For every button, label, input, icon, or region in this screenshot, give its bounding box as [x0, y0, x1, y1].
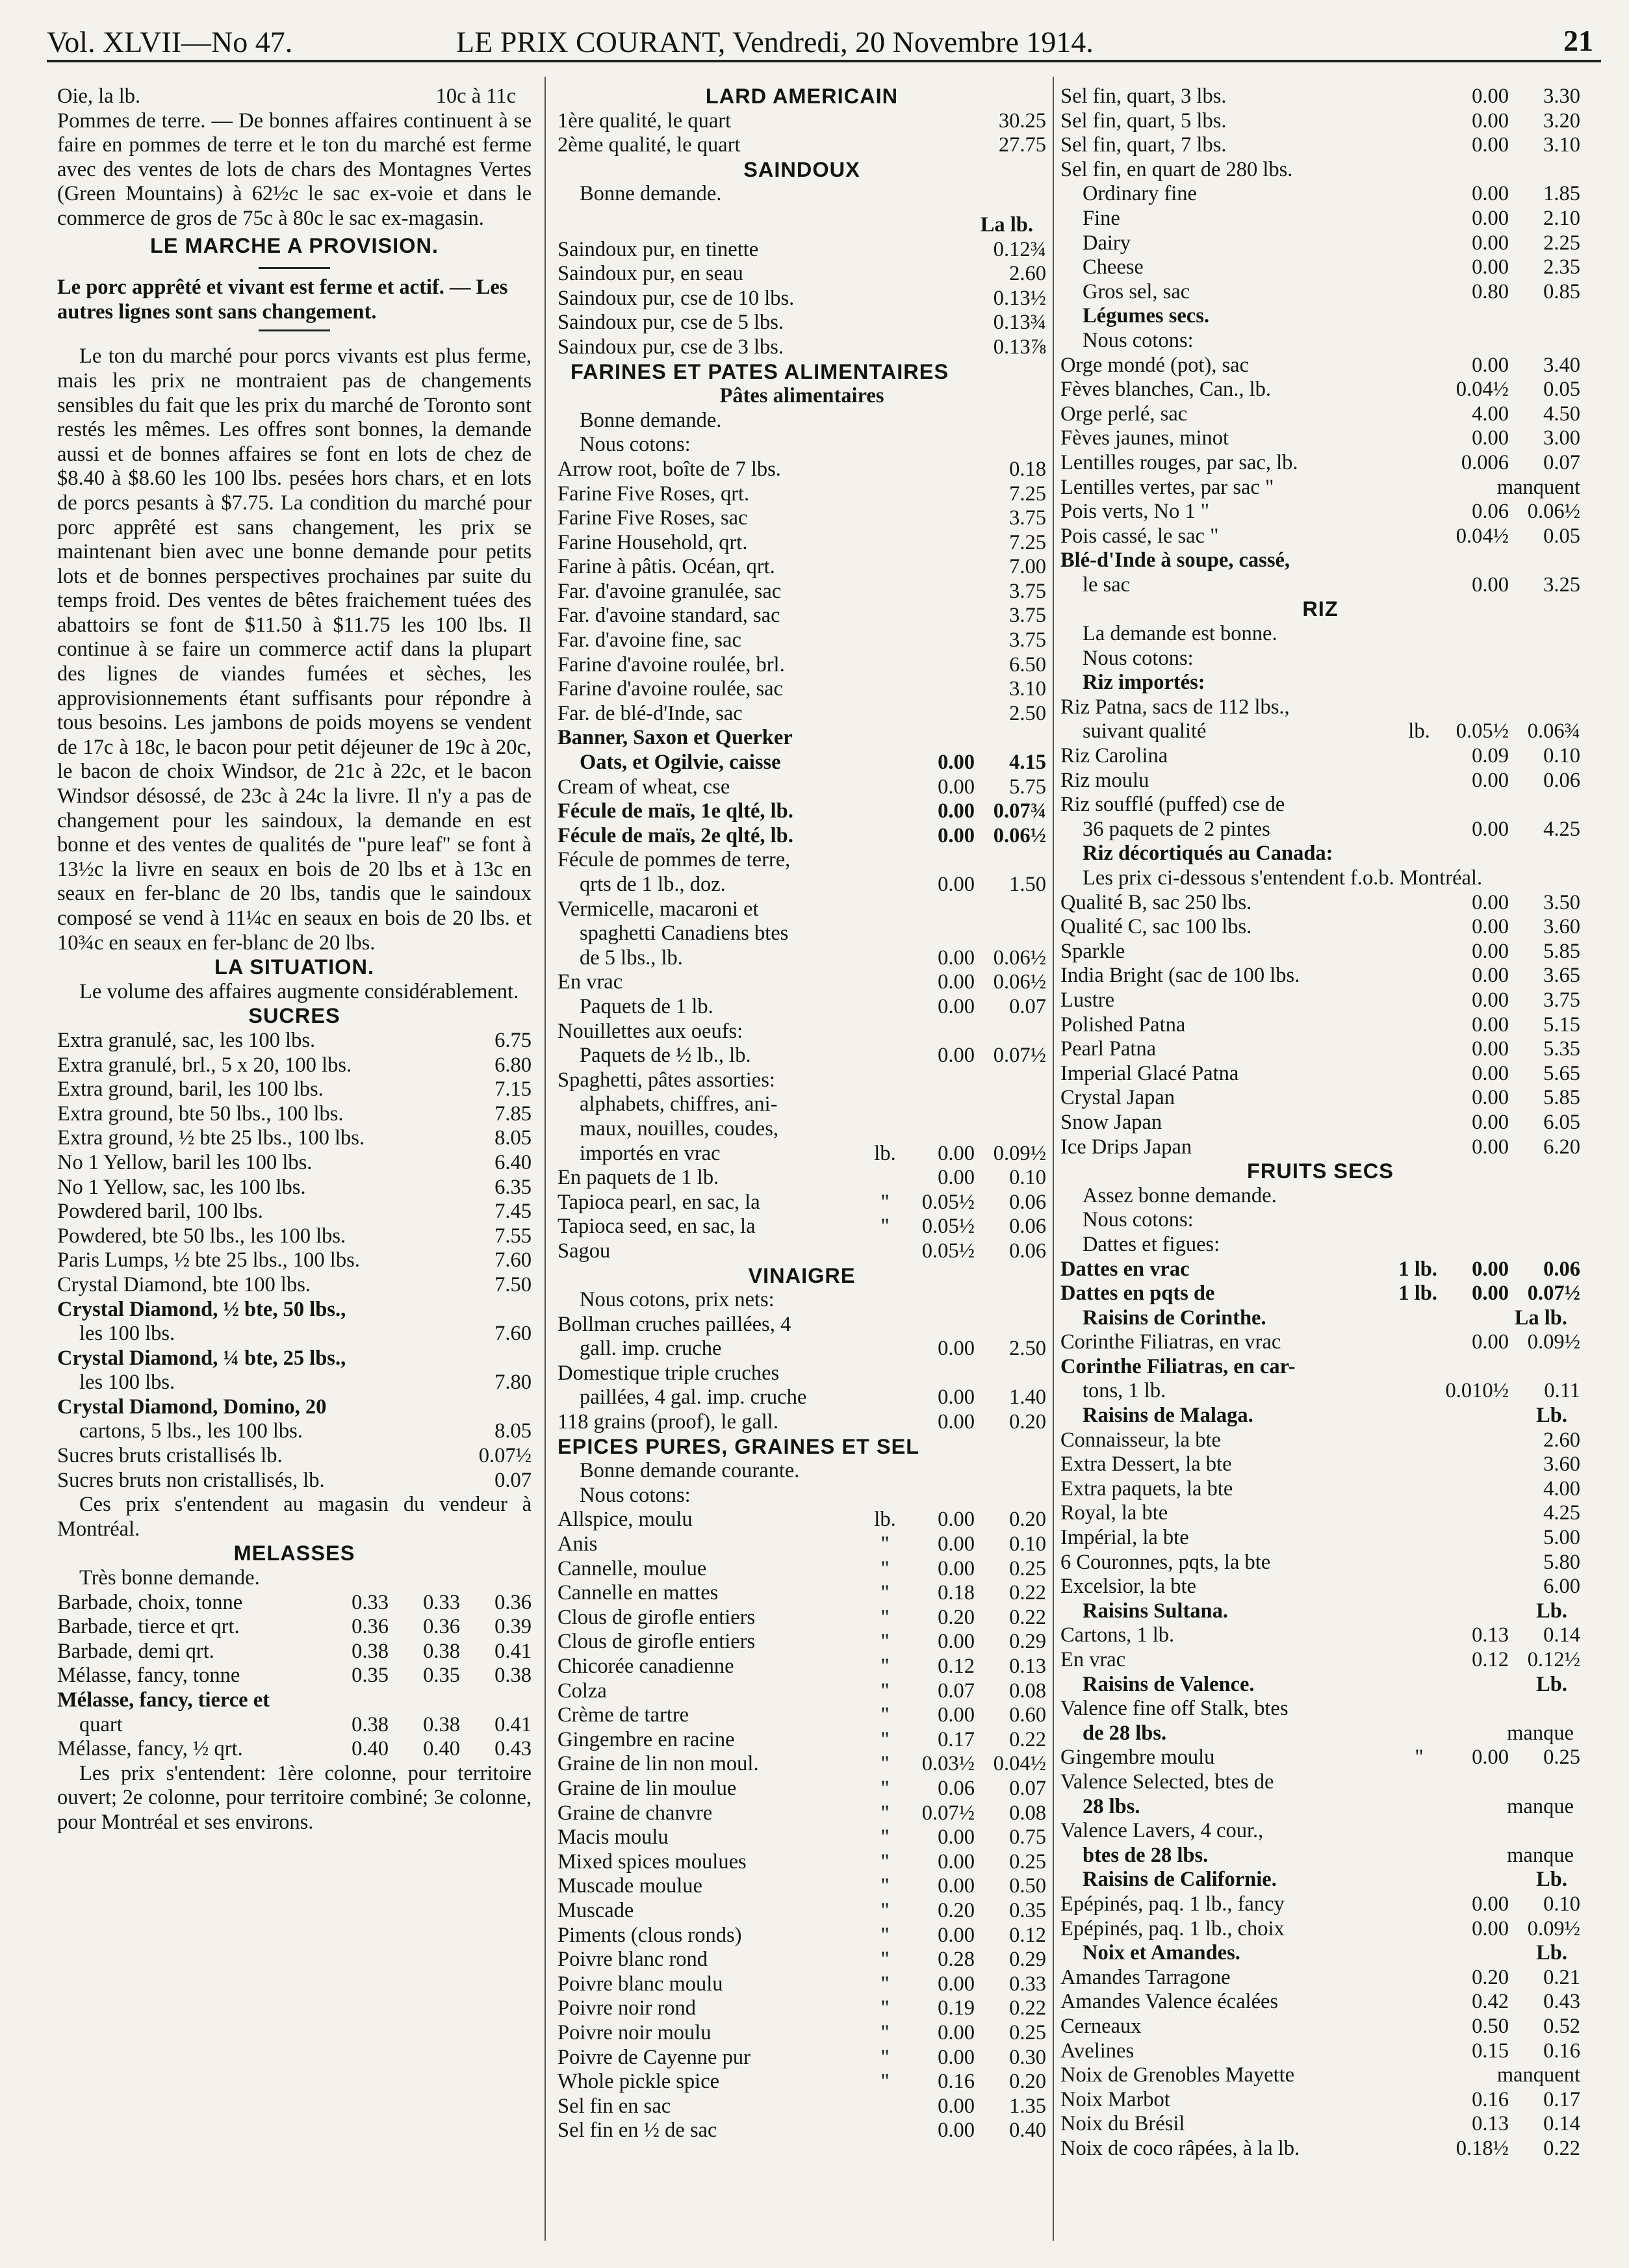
price-row: Poivre blanc rond " 0.28 0.29 — [558, 1948, 1046, 1972]
section-heading: SAINDOUX — [743, 157, 860, 181]
subsection-row: Raisins de Malaga. Lb. — [1083, 1404, 1567, 1428]
subsection-row: Raisins de Californie. Lb. — [1083, 1868, 1567, 1892]
price-row: Graine de chanvre " 0.07½ 0.08 — [558, 1801, 1046, 1825]
price-row: Barbade, demi qrt. 0.38 0.38 0.41 — [57, 1639, 532, 1663]
price-row: Crystal Diamond, bte 100 lbs. 7.50 — [57, 1272, 532, 1296]
subsection-row: Raisins de Corinthe. La lb. — [1083, 1306, 1567, 1330]
demand-note: Bonne demande courante. — [580, 1459, 800, 1483]
price-label: Banner, Saxon et Querker — [558, 726, 793, 750]
price-label: Valence Selected, btes de — [1060, 1770, 1274, 1794]
price-row: Gros sel, sac 0.80 0.85 — [1083, 279, 1580, 303]
price-row: Gingembre moulu " 0.00 0.25 — [1060, 1746, 1580, 1770]
price-row: Extra ground, baril, les 100 lbs. 7.15 — [57, 1077, 532, 1102]
price-row: les 100 lbs. 7.60 — [79, 1322, 532, 1346]
column-divider — [1053, 77, 1054, 2241]
price-row: Powdered baril, 100 lbs. 7.45 — [57, 1200, 532, 1224]
column-3 — [1060, 84, 1580, 2255]
price-label: Mélasse, fancy, tierce et — [57, 1688, 270, 1712]
price-row: Cheese 0.00 2.35 — [1083, 255, 1580, 279]
demand-note: Assez bonne demande. — [1083, 1183, 1277, 1207]
price-label: alphabets, chiffres, ani- — [580, 1092, 778, 1116]
price-row: Farine Five Roses, sac 3.75 — [558, 506, 1046, 530]
price-row: Poivre de Cayenne pur " 0.00 0.30 — [558, 2045, 1046, 2069]
price-row: Far. de blé-d'Inde, sac 2.50 — [558, 701, 1046, 725]
price-row: Amandes Tarragone 0.20 0.21 — [1060, 1965, 1580, 1989]
legumes-price-list — [1060, 354, 1580, 598]
lead-paragraph: Le porc apprêté et vivant est ferme et actif. — Les autres lignes sont sans changement. — [57, 276, 508, 324]
price-row: Farine d'avoine roulée, brl. 6.50 — [558, 652, 1046, 677]
price-row: Tapioca seed, en sac, la " 0.05½ 0.06 — [558, 1215, 1046, 1239]
price-row: Clous de girofle entiers " 0.00 0.29 — [558, 1630, 1046, 1654]
price-row: Extra granulé, sac, les 100 lbs. 6.75 — [57, 1028, 532, 1052]
section-heading: FRUITS SECS — [1247, 1159, 1394, 1183]
price-row: Graine de lin moulue " 0.06 0.07 — [558, 1776, 1046, 1800]
quote-note: Nous cotons: — [1083, 646, 1194, 670]
demand-note: Bonne demande. — [580, 408, 722, 432]
price-row: Farine Five Roses, qrt. 7.25 — [558, 482, 1046, 506]
price-row: Extra ground, bte 50 lbs., 100 lbs. 7.85 — [57, 1102, 532, 1126]
price-row: Riz moulu 0.00 0.06 — [1060, 768, 1580, 792]
section-heading: EPICES PURES, GRAINES ET SEL — [558, 1434, 920, 1458]
subsection-row: Noix et Amandes. Lb. — [1083, 1941, 1567, 1965]
quote-note: Nous cotons: — [1083, 328, 1194, 352]
price-row: Extra Dessert, la bte 3.60 — [1060, 1452, 1580, 1476]
subsection-row: Raisins de Valence. Lb. — [1083, 1672, 1567, 1696]
divider — [259, 329, 330, 331]
price-row: Qualité B, sac 250 lbs. 0.00 3.50 — [1060, 890, 1580, 914]
divider — [259, 267, 330, 269]
price-row: Sel fin, quart, 7 lbs. 0.00 3.10 — [1060, 133, 1580, 157]
price-label: Riz soufflé (puffed) cse de — [1060, 793, 1285, 817]
salt-price-list — [1060, 84, 1580, 304]
price-row: Farine Household, qrt. 7.25 — [558, 530, 1046, 554]
article-paragraph: Le ton du marché pour porcs vivants est plus ferme, mais les prix ne montraient pas de changements sensibles du fait que les prix du marché de Toronto sont restés les mêmes. Les offres sont bonnes, la demande aussi et de bonnes affaires se font en lots de chez de $8.40 à $8.60 les 100 lbs. pesées hors chars, et en lots de porcs pesants à $7.75. La condition du marché pour porc apprêté est sans changement, les prix se maintenant bien avec une bonne demande pour petits lots et de bonnes perspectives prochaines par suite du temps froid. Des ventes de bêtes fraichement tuées des abattoirs se font de $11.50 à $11.75 les 100 lbs. Il continue à se faire un commerce actif dans la plupart des lignes de viandes fumées et sèches, les approvisionnements étant suffisants pour répondre à tous besoins. Les jambons de poids moyens se vendent de 17c à 18c, le bacon pour petit déjeuner de 19c à 20c, le bacon de choix Windsor, de 21c à 22c, et le bacon Windsor désossé, de 23c à 24c la livre. Il n'y a pas de changement pour les saindoux, la demande en est bonne et des ventes de qualités de "pure leaf" se font à 13½c la livre en seaux en bois de 20 lbs et à 13c en seaux en fer-blanc de 20 lbs, tandis que le saindoux composé se vend à 11¼c en seaux en bois de 20 lbs. et 10¾c en seaux en fer-blanc de 20 lbs. — [57, 344, 532, 955]
price-row: Cannelle en mattes " 0.18 0.22 — [558, 1581, 1046, 1605]
header-rule — [47, 60, 1601, 62]
price-row: Epépinés, paq. 1 lb., fancy 0.00 0.10 — [1060, 1892, 1580, 1916]
price-row: Paris Lumps, ½ bte 25 lbs., 100 lbs. 7.60 — [57, 1248, 532, 1272]
subsection-heading: Riz importés: — [1083, 671, 1205, 695]
price-row: Clous de girofle entiers " 0.20 0.22 — [558, 1605, 1046, 1629]
unit-header: La lb. — [980, 213, 1033, 237]
price-row: gall. imp. cruche 0.00 2.50 — [580, 1337, 1046, 1361]
price-row: Sel fin, quart, 3 lbs. 0.00 3.30 — [1060, 84, 1580, 108]
section-heading: VINAIGRE — [748, 1263, 856, 1287]
price-row: Pois verts, No 1 " 0.06 0.06½ — [1060, 500, 1580, 524]
section-heading: SUCRES — [248, 1004, 340, 1028]
price-label: Valence Lavers, 4 cour., — [1060, 1819, 1264, 1843]
page-number: 21 — [1563, 24, 1593, 57]
price-label: Corinthe Filiatras, en car- — [1060, 1354, 1296, 1378]
vinegar-price-list — [558, 1313, 1046, 1435]
price-row: Sel fin en ½ de sac 0.00 0.40 — [558, 2119, 1046, 2143]
price-row: Far. d'avoine granulée, sac 3.75 — [558, 579, 1046, 603]
price-row: Extra granulé, brl., 5 x 20, 100 lbs. 6.80 — [57, 1053, 532, 1077]
price-row: Noix de coco râpées, à la lb. 0.18½ 0.22 — [1060, 2136, 1580, 2160]
price-row: Pois cassé, le sac " 0.04½ 0.05 — [1060, 524, 1580, 548]
price-row: de 28 lbs. manque — [1083, 1721, 1574, 1745]
price-row: Sel fin en sac 0.00 1.35 — [558, 2094, 1046, 2118]
price-row: No 1 Yellow, baril les 100 lbs. 6.40 — [57, 1150, 532, 1174]
price-row: Barbade, choix, tonne 0.33 0.33 0.36 — [57, 1590, 532, 1614]
dried-fruit-price-list — [1060, 1257, 1580, 2161]
price-row: Impérial, la bte 5.00 — [1060, 1526, 1580, 1550]
price-row: Pearl Patna 0.00 5.35 — [1060, 1037, 1580, 1061]
newspaper-title: LE PRIX COURANT, Vendredi, 20 Novembre 1914. — [456, 25, 1094, 58]
price-row: Paquets de ½ lb., lb. 0.00 0.07½ — [580, 1044, 1046, 1068]
price-row: Powdered, bte 50 lbs., les 100 lbs. 7.55 — [57, 1224, 532, 1248]
price-row: Sel fin, quart, 5 lbs. 0.00 3.20 — [1060, 109, 1580, 133]
price-row: Imperial Glacé Patna 0.00 5.65 — [1060, 1061, 1580, 1085]
price-row: Noix du Brésil 0.13 0.14 — [1060, 2112, 1580, 2136]
price-row: Saindoux pur, cse de 3 lbs. 0.13⅞ — [558, 335, 1046, 359]
section-heading: LE MARCHE A PROVISION. — [150, 233, 439, 257]
section-heading: MELASSES — [233, 1541, 355, 1566]
sugar-price-list — [57, 1029, 532, 1493]
demand-note: Bonne demande. — [580, 182, 722, 206]
price-row: Orge perlé, sac 4.00 4.50 — [1060, 402, 1580, 426]
price-row: 1ère qualité, le quart 30.25 — [558, 109, 1046, 133]
price-row: Cannelle, moulue " 0.00 0.25 — [558, 1556, 1046, 1580]
price-row: Colza " 0.07 0.08 — [558, 1679, 1046, 1703]
price-row: Lentilles vertes, par sac " manquent — [1060, 475, 1580, 499]
price-row: Arrow root, boîte de 7 lbs. 0.18 — [558, 457, 1046, 481]
price-row: Mélasse, fancy, tonne 0.35 0.35 0.38 — [57, 1664, 532, 1688]
price-row: Dattes en vrac 1 lb. 0.00 0.06 — [1060, 1257, 1580, 1281]
quote-note: Nous cotons: — [1083, 1208, 1194, 1232]
price-row: Anis " 0.00 0.10 — [558, 1532, 1046, 1556]
column-divider — [545, 77, 546, 2241]
price-row: Saindoux pur, en seau 2.60 — [558, 262, 1046, 286]
price-row: 2ème qualité, le quart 27.75 — [558, 133, 1046, 157]
price-row: Lustre 0.00 3.75 — [1060, 988, 1580, 1012]
price-row: Riz Carolina 0.09 0.10 — [1060, 744, 1580, 768]
price-row: India Bright (sac de 100 lbs. 0.00 3.65 — [1060, 964, 1580, 988]
price-label: Crystal Diamond, Domino, 20 — [57, 1395, 327, 1419]
price-label: Vermicelle, macaroni et — [558, 897, 759, 921]
quote-note: Nous cotons, prix nets: — [580, 1288, 775, 1312]
price-row: Fèves blanches, Can., lb. 0.04½ 0.05 — [1060, 378, 1580, 402]
price-row: Excelsior, la bte 6.00 — [1060, 1575, 1580, 1599]
section-heading: RIZ — [1302, 597, 1339, 621]
price-row: Gingembre en racine " 0.17 0.22 — [558, 1727, 1046, 1751]
price-row: Saindoux pur, en tinette 0.12¾ — [558, 237, 1046, 261]
price-row: de 5 lbs., lb. 0.00 0.06½ — [580, 946, 1046, 970]
molasses-note: Les prix s'entendent: 1ère colonne, pour territoire ouvert; 2e colonne, pour territoire combiné; 3e colonne, pour Montréal et ses environs. — [57, 1761, 532, 1834]
price-row: Poivre blanc moulu " 0.00 0.33 — [558, 1972, 1046, 1996]
price-label: Nouillettes aux oeufs: — [558, 1019, 743, 1043]
price-row: Sagou 0.05½ 0.06 — [558, 1239, 1046, 1263]
price-row: Sucres bruts cristallisés lb. 0.07½ — [57, 1444, 532, 1468]
price-row: Connaisseur, la bte 2.60 — [1060, 1428, 1580, 1452]
price-row: Epépinés, paq. 1 lb., choix 0.00 0.09½ — [1060, 1916, 1580, 1940]
price-row: Mixed spices moulues " 0.00 0.25 — [558, 1849, 1046, 1874]
price-row: Avelines 0.15 0.16 — [1060, 2039, 1580, 2063]
price-row: Fécule de maïs, 2e qlté, lb. 0.00 0.06½ — [558, 823, 1046, 847]
price-row: Corinthe Filiatras, en vrac 0.00 0.09½ — [1060, 1330, 1580, 1354]
price-label: Riz Patna, sacs de 112 lbs., — [1060, 695, 1290, 719]
price-row: paillées, 4 gal. imp. cruche 0.00 1.40 — [580, 1385, 1046, 1410]
sugar-note: Ces prix s'entendent au magasin du vendeur à Montréal. — [57, 1493, 532, 1541]
fob-note: Les prix ci-dessous s'entendent f.o.b. Montréal. — [1083, 866, 1483, 890]
price-row: Cartons, 1 lb. 0.13 0.14 — [1060, 1623, 1580, 1647]
price-row: Muscade " 0.20 0.35 — [558, 1898, 1046, 1922]
price-row: Ordinary fine 0.00 1.85 — [1083, 182, 1580, 206]
subsection-heading: Riz décortiqués au Canada: — [1083, 842, 1333, 866]
section-heading: LA SITUATION. — [214, 955, 374, 979]
price-row: Muscade moulue " 0.00 0.50 — [558, 1874, 1046, 1898]
price-row: Qualité C, sac 100 lbs. 0.00 3.60 — [1060, 915, 1580, 939]
price-row: Poivre noir rond " 0.19 0.22 — [558, 1996, 1046, 2020]
price-row: Chicorée canadienne " 0.12 0.13 — [558, 1655, 1046, 1678]
price-label: Crystal Diamond, ½ bte, 50 lbs., — [57, 1297, 346, 1321]
price-row: Royal, la bte 4.25 — [1060, 1501, 1580, 1525]
price-row: Graine de lin non moul. " 0.03½ 0.04½ — [558, 1752, 1046, 1776]
price-row: Amandes Valence écalées 0.42 0.43 — [1060, 1990, 1580, 2014]
price-label: Domestique triple cruches — [558, 1361, 780, 1385]
flour-price-list — [558, 457, 1046, 1264]
price-row: 28 lbs. manque — [1083, 1794, 1574, 1818]
price-label: spaghetti Canadiens btes — [580, 921, 789, 946]
masthead — [47, 19, 1593, 65]
rice-canada-price-list — [1060, 891, 1580, 1160]
price-row: qrts de 1 lb., doz. 0.00 1.50 — [580, 873, 1046, 896]
potatoes-paragraph: Pommes de terre. — De bonnes affaires continuent à se faire en pommes de terre et le ton du marché est ferme avec des ventes de lots de chars des Montagnes Vertes (Green Mountains) à 62½c le sac ex-voie et dans le commerce de gros de 75c à 80c le sac ex-magasin. — [57, 109, 532, 230]
price-row: Dairy 0.00 2.25 — [1083, 231, 1580, 255]
price-row: Paquets de 1 lb. 0.00 0.07 — [580, 994, 1046, 1018]
price-row: Piments (clous ronds) " 0.00 0.12 — [558, 1923, 1046, 1947]
price-row: Mélasse, fancy, ½ qrt. 0.40 0.40 0.43 — [57, 1737, 532, 1761]
price-row: Cerneaux 0.50 0.52 — [1060, 2014, 1580, 2038]
section-heading: FARINES ET PATES ALIMENTAIRES — [571, 359, 949, 383]
price-label: maux, nouilles, coudes, — [580, 1116, 778, 1140]
price-label: Crystal Diamond, ¼ bte, 25 lbs., — [57, 1346, 346, 1370]
price-row: cartons, 5 lbs., les 100 lbs. 8.05 — [79, 1419, 532, 1443]
molasses-price-list — [57, 1591, 532, 1762]
price-label: Spaghetti, pâtes assorties: — [558, 1068, 775, 1092]
subsection-row: Raisins Sultana. Lb. — [1083, 1599, 1567, 1623]
subsection-heading: Pâtes alimentaires — [719, 384, 884, 408]
price-row: importés en vrac lb. 0.00 0.09½ — [580, 1141, 1046, 1165]
price-label: Valence fine off Stalk, btes — [1060, 1697, 1289, 1721]
price-row: quart 0.38 0.38 0.41 — [79, 1712, 532, 1736]
price-row: Tapioca pearl, en sac, la " 0.05½ 0.06 — [558, 1190, 1046, 1214]
price-row: Fécule de maïs, 1e qlté, lb. 0.00 0.07¾ — [558, 799, 1046, 823]
price-row: Farine d'avoine roulée, sac 3.10 — [558, 677, 1046, 701]
quote-note: Nous cotons: — [580, 433, 691, 457]
price-row: Crystal Japan 0.00 5.85 — [1060, 1086, 1580, 1110]
price-row: 118 grains (proof), le gall. 0.00 0.20 — [558, 1410, 1046, 1434]
price-row: Macis moulu " 0.00 0.75 — [558, 1825, 1046, 1849]
price-label: Sel fin, en quart de 280 lbs. — [1060, 157, 1293, 181]
price-row: Sparkle 0.00 5.85 — [1060, 939, 1580, 963]
column-2 — [558, 84, 1046, 2255]
price-row: Extra paquets, la bte 4.00 — [1060, 1476, 1580, 1501]
price-row: les 100 lbs. 7.80 — [79, 1371, 532, 1395]
price-row: suivant qualité lb. 0.05½ 0.06¾ — [1083, 719, 1580, 743]
price-row: Sucres bruts non cristallisés, lb. 0.07 — [57, 1468, 532, 1492]
subsection-heading: Légumes secs. — [1083, 304, 1209, 328]
price-row: Poivre noir moulu " 0.00 0.25 — [558, 2020, 1046, 2044]
price-row: 36 paquets de 2 pintes 0.00 4.25 — [1083, 817, 1580, 841]
rice-price-list — [1060, 695, 1580, 842]
article-paragraph: Le volume des affaires augmente considérablement. — [79, 979, 519, 1003]
price-row: Fèves jaunes, minot 0.00 3.00 — [1060, 426, 1580, 450]
price-row: Far. d'avoine standard, sac 3.75 — [558, 604, 1046, 628]
price-row: Noix de Grenobles Mayette manquent — [1060, 2063, 1580, 2087]
column-1 — [57, 84, 532, 2255]
price-row: Snow Japan 0.00 6.05 — [1060, 1110, 1580, 1134]
price-row: Oats, et Ogilvie, caisse 0.00 4.15 — [580, 751, 1046, 775]
demand-note: La demande est bonne. — [1083, 622, 1277, 646]
price-row: En paquets de 1 lb. 0.00 0.10 — [558, 1166, 1046, 1190]
price-row: tons, 1 lb. 0.010½ 0.11 — [1083, 1379, 1580, 1403]
volume-number: Vol. XLVII—No 47. — [47, 25, 293, 58]
price-row: En vrac 0.12 0.12½ — [1060, 1648, 1580, 1671]
price-row: Extra ground, ½ bte 25 lbs., 100 lbs. 8.05 — [57, 1126, 532, 1150]
price-row: le sac 0.00 3.25 — [1083, 573, 1580, 597]
price-row: Ice Drips Japan 0.00 6.20 — [1060, 1135, 1580, 1159]
price-row: No 1 Yellow, sac, les 100 lbs. 6.35 — [57, 1175, 532, 1199]
price-row: btes de 28 lbs. manque — [1083, 1843, 1574, 1867]
price-row: Farine à pâtis. Océan, qrt. 7.00 — [558, 555, 1046, 579]
spice-price-list — [558, 1508, 1046, 2143]
price-row: En vrac 0.00 0.06½ — [558, 970, 1046, 994]
price-row: Barbade, tierce et qrt. 0.36 0.36 0.39 — [57, 1615, 532, 1639]
subsection-heading: Dattes et figues: — [1083, 1232, 1220, 1256]
quote-note: Nous cotons: — [580, 1483, 691, 1507]
price-label: Blé-d'Inde à soupe, cassé, — [1060, 548, 1290, 573]
price-row: Allspice, moulu lb. 0.00 0.20 — [558, 1508, 1046, 1532]
price-row: Fine 0.00 2.10 — [1083, 206, 1580, 230]
price-row: Noix Marbot 0.16 0.17 — [1060, 2087, 1580, 2111]
price-row: Crème de tartre " 0.00 0.60 — [558, 1703, 1046, 1727]
price-row: Lentilles rouges, par sac, lb. 0.006 0.07 — [1060, 450, 1580, 474]
price-row: Polished Patna 0.00 5.15 — [1060, 1012, 1580, 1037]
price-row: Cream of wheat, cse 0.00 5.75 — [558, 775, 1046, 799]
price-row: 6 Couronnes, pqts, la bte 5.80 — [1060, 1550, 1580, 1574]
price-row: Orge mondé (pot), sac 0.00 3.40 — [1060, 353, 1580, 377]
price-row: Saindoux pur, cse de 10 lbs. 0.13½ — [558, 286, 1046, 310]
price-label: Bollman cruches paillées, 4 — [558, 1312, 791, 1336]
price-row: Far. d'avoine fine, sac 3.75 — [558, 628, 1046, 652]
demand-note: Très bonne demande. — [79, 1566, 260, 1590]
price-label: Fécule de pommes de terre, — [558, 848, 791, 872]
price-row: Oie, la lb. 10c à 11c — [57, 84, 516, 108]
price-row: Whole pickle spice " 0.16 0.20 — [558, 2070, 1046, 2094]
price-row: Saindoux pur, cse de 5 lbs. 0.13¾ — [558, 311, 1046, 335]
price-row: Dattes en pqts de 1 lb. 0.00 0.07½ — [1060, 1282, 1580, 1306]
section-heading: LARD AMERICAIN — [705, 84, 899, 108]
